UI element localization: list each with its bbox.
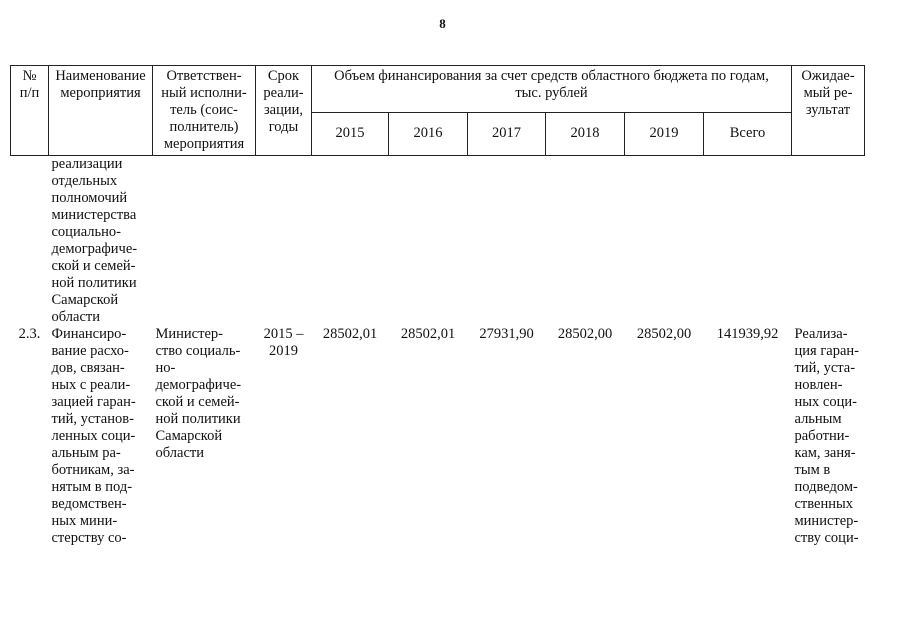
header-total: Всего: [704, 112, 792, 155]
header-executor: Ответствен- ный исполни- тель (соис- полнитель) мероприятия: [153, 66, 256, 156]
header-year-2019: 2019: [625, 112, 704, 155]
header-funding: Объем финансирования за счет средств областного бюджета по годам, тыс. рублей: [312, 66, 792, 113]
header-year-2016: 2016: [389, 112, 468, 155]
row-number: 2.3.: [18, 326, 41, 342]
header-year-2017: 2017: [468, 112, 546, 155]
value-2016: 28502,01: [400, 326, 456, 342]
table-row: [11, 326, 865, 547]
value-2017: 27931,90: [479, 326, 534, 342]
header-year-2018: 2018: [546, 112, 625, 155]
page-number: 8: [439, 16, 446, 31]
header-year-2015: 2015: [312, 112, 389, 155]
table-row-continuation: [11, 156, 865, 327]
row-name-cell: Финансиро- вание расхо- дов, связан- ных с реали- зацией гаран- тий, установ- ленных соци- альным ра- ботникам, за- нятым в под- ведомствен- ных мини- стерству со-: [51, 326, 136, 546]
header-num: № п/п: [11, 66, 49, 156]
continuation-name-cell: реализации отдельных полномочий министерства социально- демографиче- ской и семей- ной политики Самарской области: [51, 156, 138, 325]
value-2018: 28502,00: [557, 326, 613, 342]
budget-table: [10, 65, 865, 547]
row-term-cell: 2015 – 2019: [263, 326, 304, 359]
value-2015: 28502,01: [322, 326, 378, 342]
header-name: Наименование мероприятия: [49, 66, 153, 156]
header-term: Срок реали- зации, годы: [256, 66, 312, 156]
value-total: 141939,92: [716, 326, 779, 342]
header-result: Ожидае- мый ре- зультат: [792, 66, 865, 156]
row-result-cell: Реализа- ция гаран- тий, уста- новлен- ных соци- альным работни- кам, заня- тым в подведом- ственных министер- ству соци-: [794, 326, 859, 546]
value-2019: 28502,00: [636, 326, 692, 342]
row-executor-cell: Министер- ство социаль- но- демографиче- ской и семей- ной политики Самарской области: [155, 326, 242, 461]
